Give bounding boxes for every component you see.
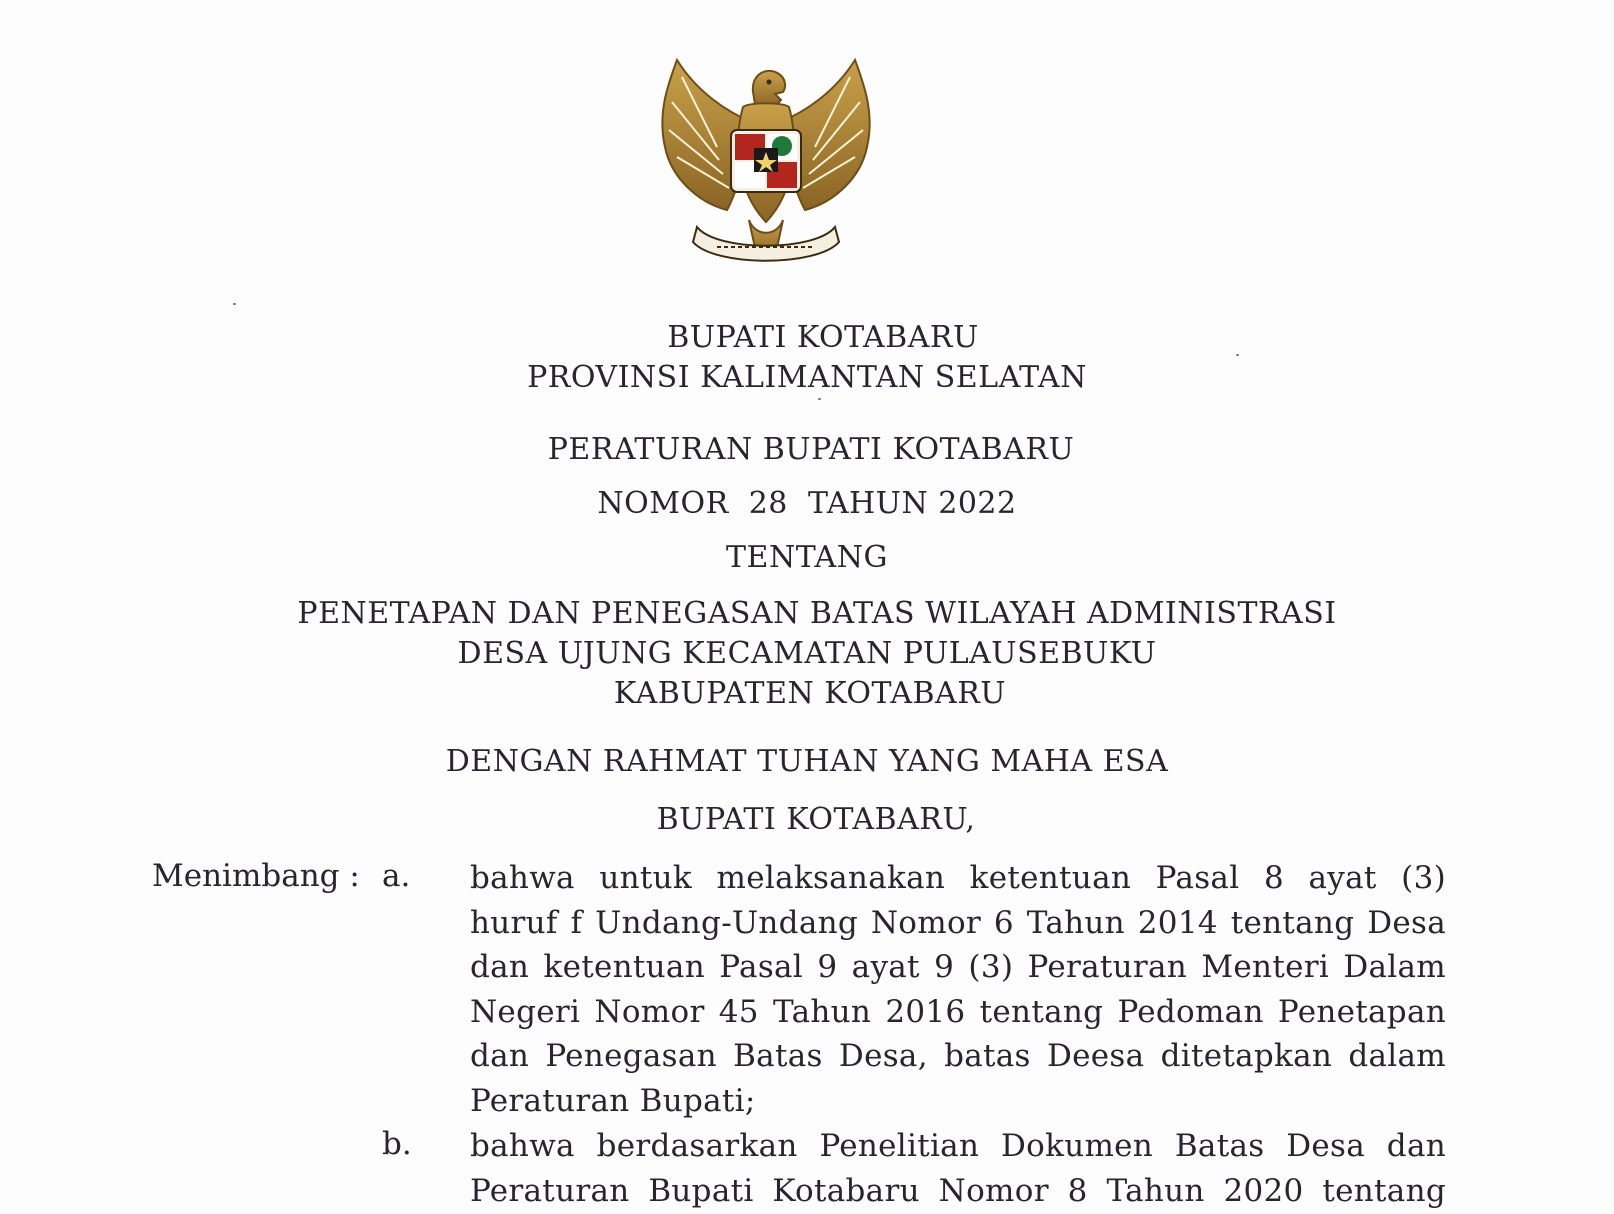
item-b-marker: b. [382,1126,412,1162]
item-b-line: bahwa berdasarkan Penelitian Dokumen Batas Desa dan [470,1128,1446,1164]
subject-line-2: DESA UJUNG KECAMATAN PULAUSEBUKU [457,636,1157,671]
scan-speck [818,398,821,400]
regulation-title: PERATURAN BUPATI KOTABARU [547,432,1075,467]
issuer-signature-heading: BUPATI KOTABARU, [656,802,976,837]
issuer-title: BUPATI KOTABARU [667,320,979,355]
item-a-line: dan Penegasan Batas Desa, batas Deesa ditetapkan dalam [470,1038,1446,1075]
subject-line-1: PENETAPAN DAN PENEGASAN BATAS WILAYAH ADMINISTRASI [297,596,1337,631]
regulation-about: TENTANG [726,540,888,575]
preamble: DENGAN RAHMAT TUHAN YANG MAHA ESA [445,744,1169,779]
regulation-number: NOMOR 28 TAHUN 2022 [597,486,1017,521]
considering-item-a [470,856,1446,1124]
item-b-line: Peraturan Bupati Kotabaru Nomor 8 Tahun 2020 tentang [470,1172,1446,1209]
item-a-line: Peraturan Bupati; [470,1082,756,1119]
subject-line-3: KABUPATEN KOTABARU [613,676,1007,711]
item-a-line: Negeri Nomor 45 Tahun 2016 tentang Pedoman Penetapan [470,993,1446,1030]
province-title: PROVINSI KALIMANTAN SELATAN [527,360,1087,395]
item-a-marker: a. [382,858,411,894]
garuda-emblem-icon [657,52,875,277]
considering-label: Menimbang : [152,858,360,894]
item-a-line: dan ketentuan Pasal 9 ayat 9 (3) Peraturan Menteri Dalam [470,949,1446,986]
scan-speck [233,303,236,305]
item-a-line: bahwa untuk melaksanakan ketentuan Pasal 8 ayat (3) [470,860,1446,896]
item-a-line: huruf f Undang-Undang Nomor 6 Tahun 2014 tentang Desa [470,904,1446,941]
considering-item-b [470,1124,1446,1213]
